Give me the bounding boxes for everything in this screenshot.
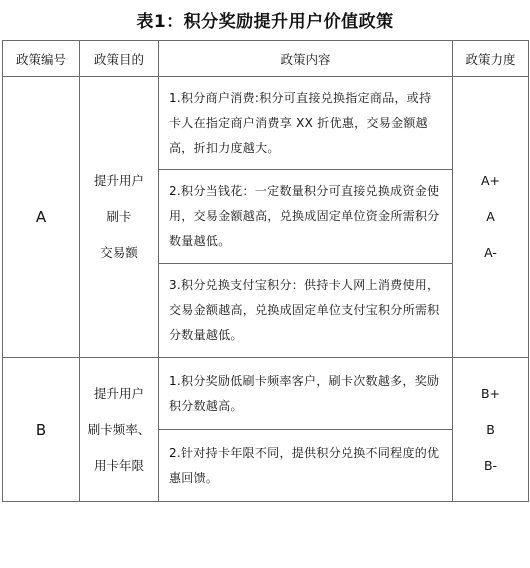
- policy-table: [2, 40, 529, 502]
- policy-goal-a: [80, 77, 159, 358]
- table-title: 表1：积分奖励提升用户价值政策: [136, 11, 394, 32]
- force-level: A: [486, 209, 495, 224]
- table-row: [3, 77, 529, 170]
- table-row: [3, 358, 529, 430]
- force-level: A+: [480, 173, 501, 188]
- policy-code-a: A: [3, 77, 80, 358]
- policy-goal-b: [80, 358, 159, 502]
- header-row: [3, 41, 529, 77]
- goal-line: 用卡年限: [93, 457, 144, 473]
- policy-force-a: [453, 77, 529, 358]
- header-policy-content: 政策内容: [159, 41, 453, 77]
- policy-content-a2: 2.积分当钱花：一定数量积分可直接兑换成资金使用，交易金额越高，兑换成固定单位资金所需积分数量越低。: [159, 170, 453, 264]
- header-policy-goal: 政策目的: [80, 41, 159, 77]
- policy-content-b1: 1.积分奖励低刷卡频率客户，刷卡次数越多，奖励积分数越高。: [159, 358, 453, 430]
- force-level: A-: [484, 245, 497, 260]
- header-policy-code: 政策编号: [3, 41, 80, 77]
- policy-content-a1: 1.积分商户消费:积分可直接兑换指定商品，或持卡人在指定商户消费享 XX 折优惠，交易金额越高，折扣力度越大。: [159, 77, 453, 170]
- goal-line: 刷卡: [106, 209, 132, 224]
- goal-line: 提升用户: [93, 385, 144, 401]
- header-policy-force: 政策力度: [453, 41, 529, 77]
- goal-line: 刷卡频率、: [87, 421, 151, 437]
- policy-force-b: [453, 358, 529, 502]
- goal-line: 交易额: [100, 245, 138, 260]
- force-level: B-: [483, 457, 498, 473]
- force-level: B: [486, 421, 495, 437]
- policy-content-a3: 3.积分兑换支付宝积分：供持卡人网上消费使用，交易金额越高，兑换成固定单位支付宝积分所需积分数量越低。: [159, 264, 453, 358]
- policy-code-b: B: [3, 358, 80, 502]
- force-level: B+: [480, 385, 501, 401]
- policy-content-b2: 2.针对持卡年限不同，提供积分兑换不同程度的优惠回馈。: [159, 430, 453, 502]
- goal-line: 提升用户: [93, 173, 144, 188]
